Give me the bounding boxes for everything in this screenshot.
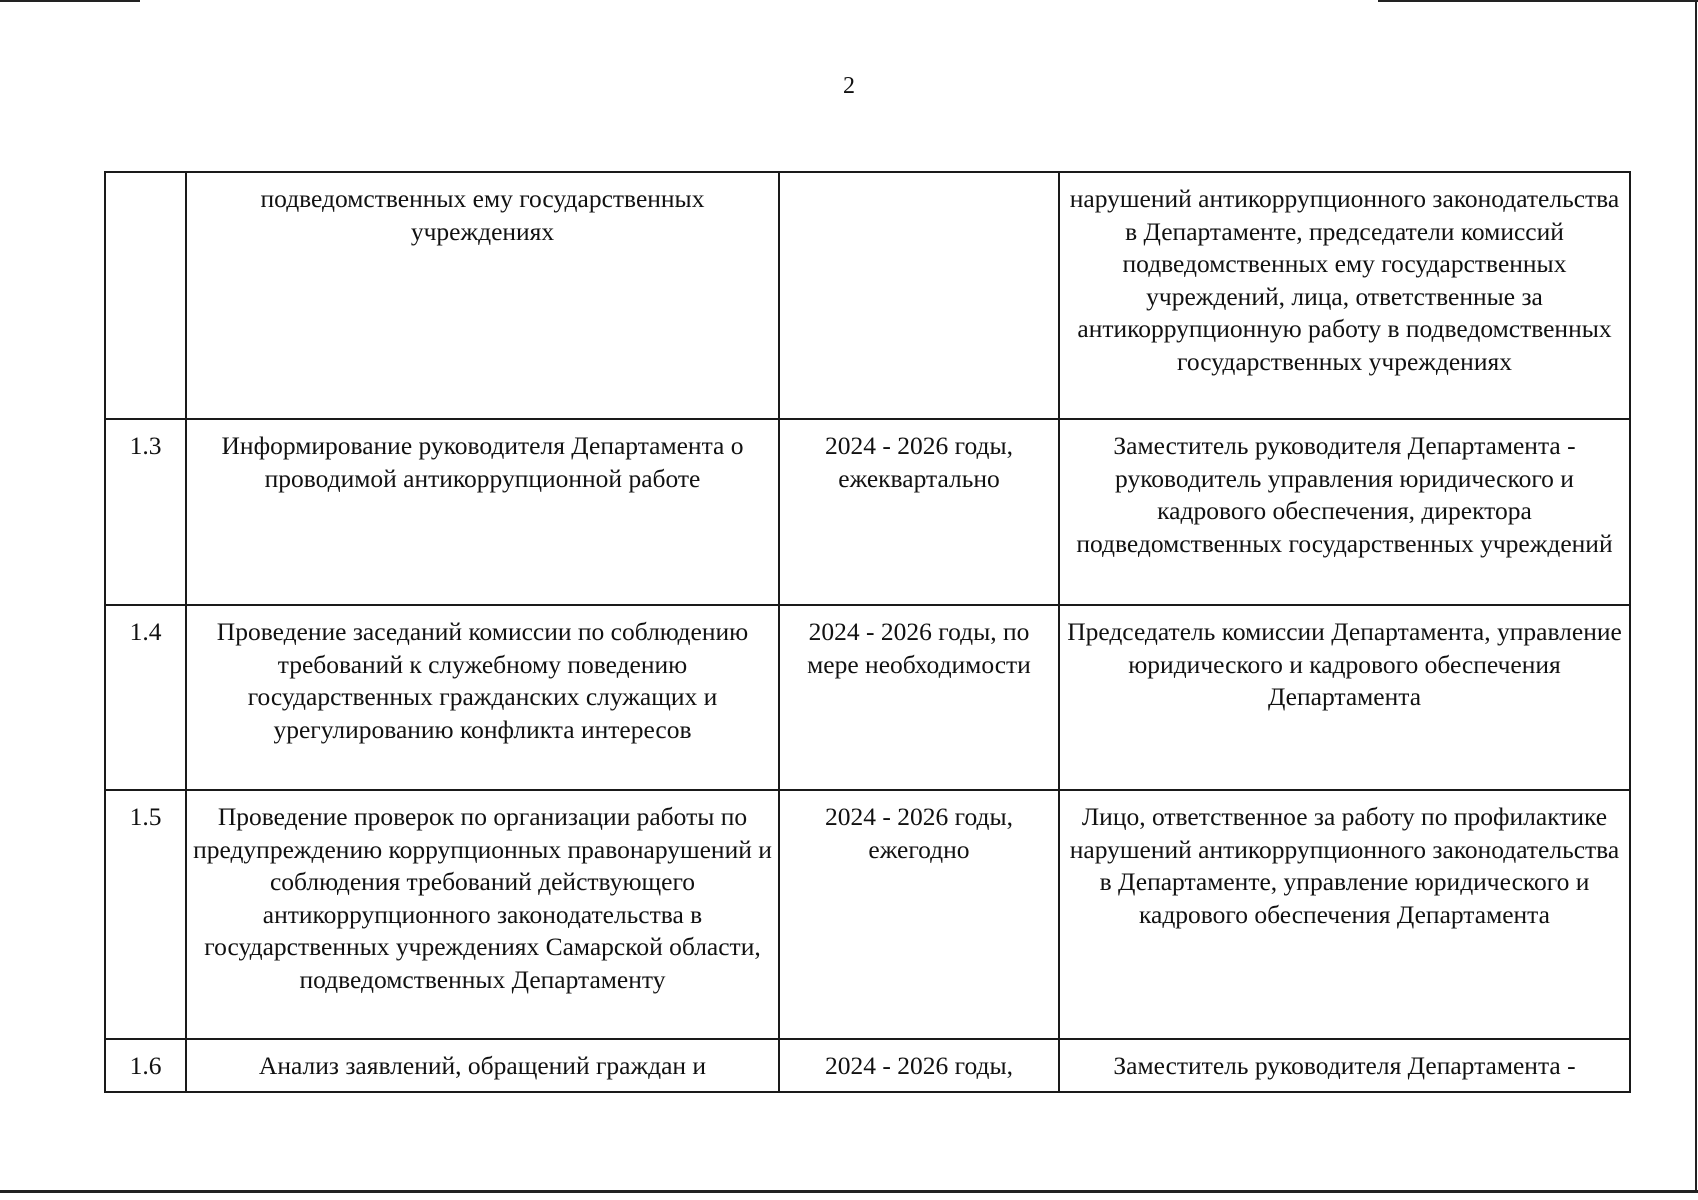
- responsible-cell: [1059, 790, 1630, 1039]
- top-right-edge-line: [1378, 0, 1698, 2]
- responsible-text: Лицо, ответственное за работу по профилактике нарушений антикоррупционного законодательства в Департаменте, управление юридического и кадрового обеспечения Департамента: [1069, 802, 1620, 929]
- table-row: [105, 419, 1630, 605]
- responsible-text: Председатель комиссии Департамента, управление юридического и кадрового обеспечения Департамента: [1067, 617, 1622, 711]
- item-number: 1.6: [129, 1051, 162, 1080]
- activity-text: Анализ заявлений, обращений граждан и: [258, 1051, 707, 1080]
- period-text: 2024 - 2026 годы, по мере необходимости: [807, 617, 1031, 679]
- right-edge-line: [1695, 0, 1697, 1192]
- responsible-text: Заместитель руководителя Департамента - руководитель управления юридического и кадрового обеспечения, директора подведомственных государственных учреждений: [1076, 431, 1613, 558]
- period-text: 2024 - 2026 годы,: [825, 1051, 1013, 1080]
- responsible-cell: [1059, 605, 1630, 790]
- item-number-cell: [105, 1039, 186, 1092]
- item-number: 1.4: [129, 617, 162, 646]
- table-row: [105, 790, 1630, 1039]
- activity-text: Информирование руководителя Департамента о проводимой антикоррупционной работе: [221, 431, 744, 493]
- period-text: 2024 - 2026 годы, ежеквартально: [825, 431, 1013, 493]
- responsible-text: нарушений антикоррупционного законодательства в Департаменте, председатели комиссий подведомственных ему государственных учреждений, лица, ответственные за антикоррупционную работу в подведомственных государственных учреждениях: [1069, 184, 1620, 376]
- item-number: 1.3: [129, 431, 162, 460]
- activity-text: Проведение заседаний комиссии по соблюдению требований к служебному поведению государственных гражданских служащих и урегулированию конфликта интересов: [216, 617, 749, 744]
- responsible-text: Заместитель руководителя Департамента -: [1113, 1051, 1576, 1080]
- item-number-cell: [105, 790, 186, 1039]
- activity-cell: [186, 172, 779, 419]
- table-row: [105, 172, 1630, 419]
- responsible-cell: [1059, 419, 1630, 605]
- activity-cell: [186, 1039, 779, 1092]
- responsible-cell: [1059, 1039, 1630, 1092]
- item-number-cell: [105, 605, 186, 790]
- period-cell: [779, 1039, 1059, 1092]
- activity-cell: [186, 605, 779, 790]
- item-number-cell: [105, 419, 186, 605]
- item-number: 1.5: [129, 802, 162, 831]
- activity-text: Проведение проверок по организации работы по предупреждению коррупционных правонарушений и соблюдения требований действующего антикоррупционного законодательства в государственных учреждениях Самарской области, подведомственных Департаменту: [193, 802, 772, 994]
- period-cell: [779, 172, 1059, 419]
- table-row: [105, 1039, 1630, 1092]
- item-number-cell: [105, 172, 186, 419]
- period-cell: [779, 419, 1059, 605]
- bottom-edge-line: [0, 1190, 1698, 1193]
- table-row: [105, 605, 1630, 790]
- measures-table: [104, 171, 1631, 1093]
- activity-text: подведомственных ему государственных учреждениях: [260, 184, 705, 246]
- period-cell: [779, 605, 1059, 790]
- responsible-cell: [1059, 172, 1630, 419]
- period-cell: [779, 790, 1059, 1039]
- page-number: 2: [843, 73, 855, 99]
- period-text: 2024 - 2026 годы, ежегодно: [825, 802, 1013, 864]
- activity-cell: [186, 790, 779, 1039]
- top-left-edge-line: [0, 0, 140, 2]
- activity-cell: [186, 419, 779, 605]
